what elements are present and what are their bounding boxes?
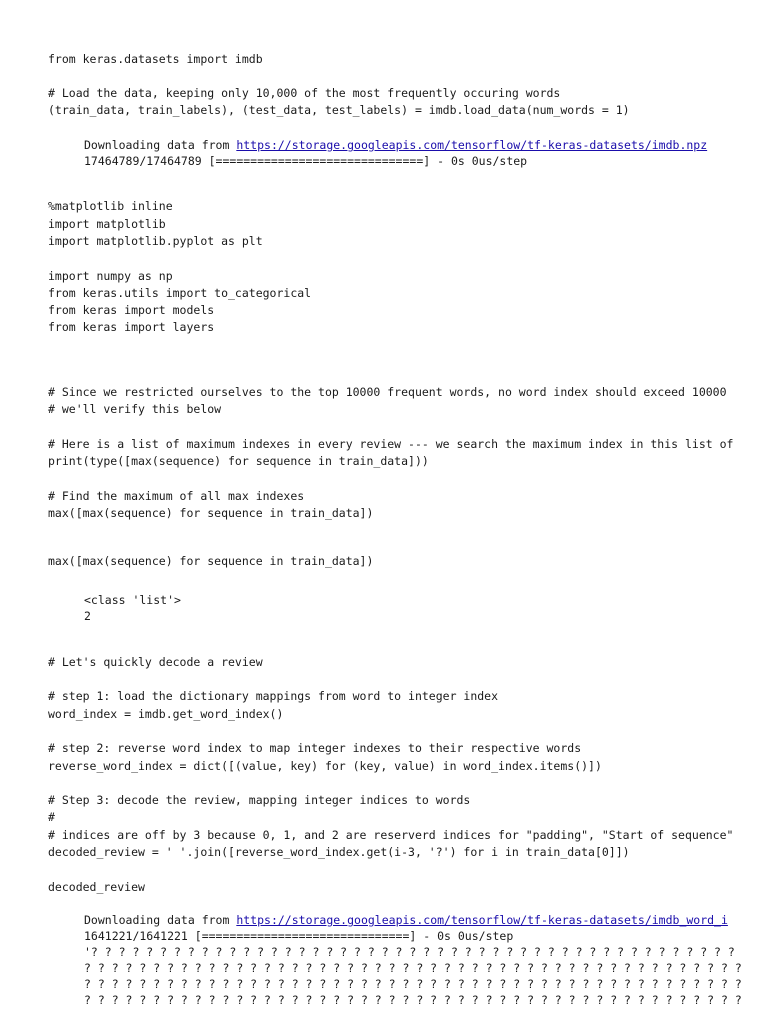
code-line: reverse_word_index = dict([(value, key) for (key, value) in word_index.items()]) bbox=[48, 759, 602, 773]
code-comment: # step 2: reverse word index to map integer indexes to their respective words bbox=[48, 741, 582, 755]
code-line: import matplotlib bbox=[48, 217, 166, 231]
download-link[interactable]: https://storage.googleapis.com/tensorflow/tf-keras-datasets/imdb_word_i bbox=[236, 913, 728, 927]
review-line: ? ? ? ? ? ? ? ? ? ? ? ? ? ? ? ? ? ? ? ? ? ? ? ? ? ? ? ? ? ? ? ? ? ? ? ? ? ? ? ? ? ? ? ? ? ? ? ? bbox=[84, 961, 742, 975]
code-line: from keras import layers bbox=[48, 320, 215, 334]
code-comment: # bbox=[48, 810, 55, 824]
code-line-cut-continued bbox=[48, 554, 374, 574]
code-comment: # Let's quickly decode a review bbox=[48, 655, 263, 669]
code-comment: # Step 3: decode the review, mapping integer indices to words bbox=[48, 793, 471, 807]
code-comment: # Here is a list of maximum indexes in every review --- we search the maximum index in this list of bbox=[48, 437, 734, 451]
code-comment: # step 1: load the dictionary mappings from word to integer index bbox=[48, 689, 499, 703]
output-progress: 1641221/1641221 [==============================] - 0s 0us/step bbox=[84, 929, 514, 943]
code-line: decoded_review bbox=[48, 880, 145, 894]
download-prefix: Downloading data from bbox=[84, 138, 237, 152]
review-line: ? ? ? ? ? ? ? ? ? ? ? ? ? ? ? ? ? ? ? ? ? ? ? ? ? ? ? ? ? ? ? ? ? ? ? ? ? ? ? ? ? ? ? ? ? ? ? ? bbox=[84, 977, 742, 991]
code-comment: # Since we restricted ourselves to the top 10000 frequent words, no word index should exceed 10000 bbox=[48, 385, 727, 399]
download-prefix: Downloading data from bbox=[84, 913, 237, 927]
code-line: (train_data, train_labels), (test_data, test_labels) = imdb.load_data(num_words = 1) bbox=[48, 103, 630, 117]
code-comment: # Find the maximum of all max indexes bbox=[48, 489, 305, 503]
code-line: from keras import models bbox=[48, 303, 215, 317]
output-download-line bbox=[84, 137, 707, 153]
code-line-cut: max([max(sequence) for sequence in train_data]) bbox=[48, 506, 374, 520]
code-line: decoded_review = ' '.join([reverse_word_index.get(i-3, '?') for i in train_data[0]]) bbox=[48, 845, 630, 859]
code-line: import matplotlib.pyplot as plt bbox=[48, 234, 263, 248]
code-line: print(type([max(sequence) for sequence in train_data])) bbox=[48, 454, 429, 468]
code-line: from keras.datasets import imdb bbox=[48, 52, 263, 66]
code-comment: # indices are off by 3 because 0, 1, and 2 are reserverd indices for "padding", "Start of sequence" bbox=[48, 828, 734, 842]
code-line: %matplotlib inline bbox=[48, 199, 173, 213]
code-comment: # Load the data, keeping only 10,000 of the most frequently occuring words bbox=[48, 86, 561, 100]
cut-text: max([max(sequence) for sequence in train_data]) bbox=[48, 554, 374, 568]
code-line: import numpy as np bbox=[48, 269, 173, 283]
review-line: ? ? ? ? ? ? ? ? ? ? ? ? ? ? ? ? ? ? ? ? ? ? ? ? ? ? ? ? ? ? ? ? ? ? ? ? ? ? ? ? ? ? ? ? ? ? ? ? bbox=[84, 993, 742, 1007]
output-progress: 17464789/17464789 [==============================] - 0s 0us/step bbox=[84, 154, 528, 168]
review-line: '? ? ? ? ? ? ? ? ? ? ? ? ? ? ? ? ? ? ? ? ? ? ? ? ? ? ? ? ? ? ? ? ? ? ? ? ? ? ? ? ? ? ? ? ? ? ? bbox=[84, 945, 735, 959]
output-download-line bbox=[84, 912, 728, 928]
download-link[interactable]: https://storage.googleapis.com/tensorflow/tf-keras-datasets/imdb.npz bbox=[236, 138, 708, 152]
code-line: word_index = imdb.get_word_index() bbox=[48, 707, 284, 721]
output-line: 2 bbox=[84, 609, 91, 623]
code-comment: # we'll verify this below bbox=[48, 402, 222, 416]
code-line: from keras.utils import to_categorical bbox=[48, 286, 312, 300]
output-line: <class 'list'> bbox=[84, 593, 181, 607]
